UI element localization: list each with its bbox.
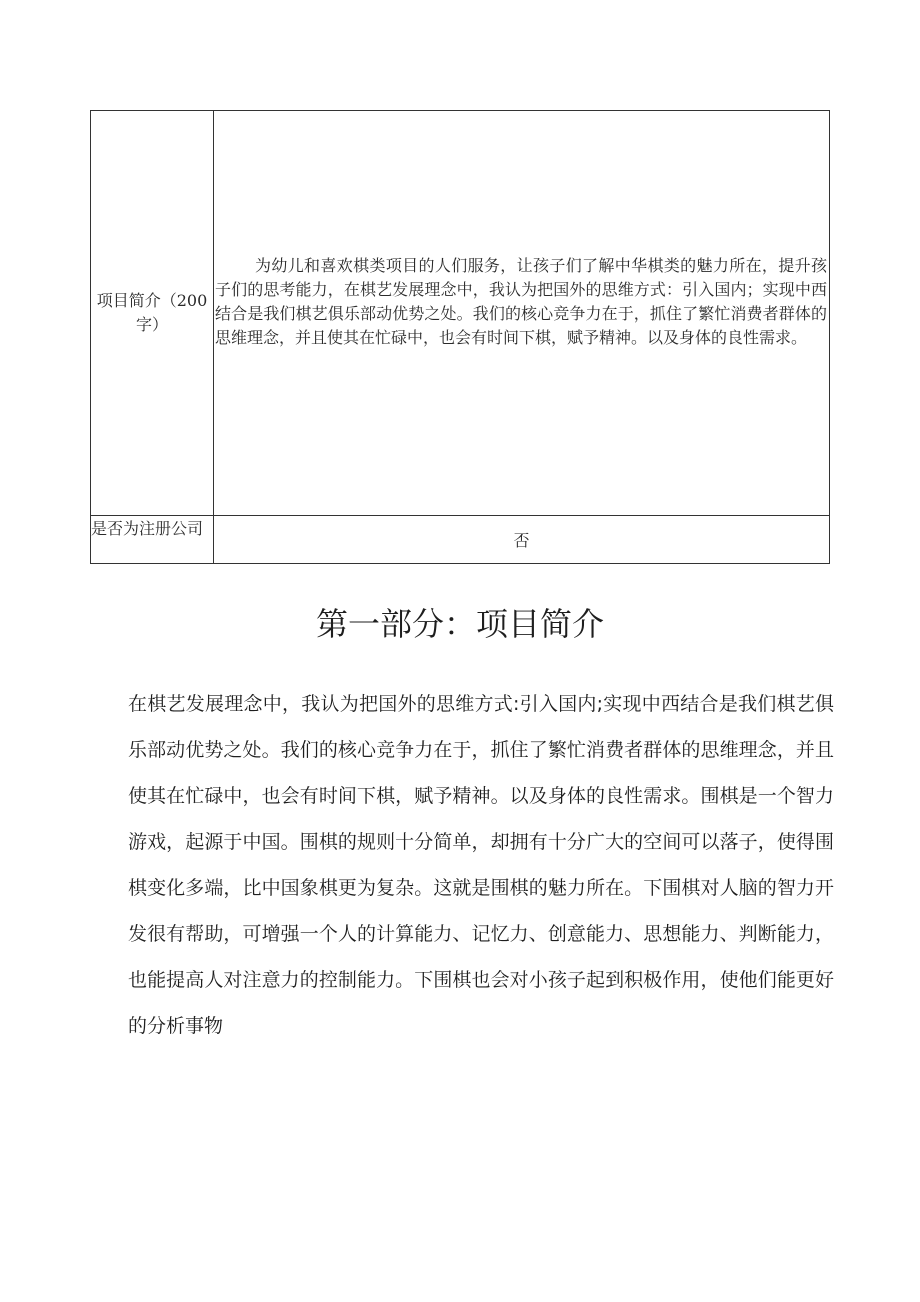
registered-company-row [91, 516, 830, 564]
section-title: 第一部分：项目简介 [315, 605, 604, 643]
section-body-text: 在棋艺发展理念中，我认为把国外的思维方式:引入国内;实现中西结合是我们棋艺俱乐部动优势之处。我们的核心竞争力在于，抓住了繁忙消费者群体的思维理念，并且使其在忙碌中，也会有时间下棋，赋予精神。以及身体的良性需求。围棋是一个智力游戏，起源于中国。围棋的规则十分简单，却拥有十分广大的空间可以落子，使得围棋变化多端，比中国象棋更为复杂。这就是围棋的魅力所在。下围棋对人脑的智力开发很有帮助，可增强一个人的计算能力、记忆力、创意能力、思想能力、判断能力，也能提高人对注意力的控制能力。下围棋也会对小孩子起到积极作用，使他们能更好的分析事物 [128, 693, 834, 1037]
project-intro-text: 为幼儿和喜欢棋类项目的人们服务，让孩子们了解中华棋类的魅力所在，提升孩子们的思考能力，在棋艺发展理念中，我认为把国外的思维方式：引入国内；实现中西结合是我们棋艺俱乐部动优势之处。我们的核心竞争力在于，抓住了繁忙消费者群体的思维理念，并且使其在忙碌中，也会有时间下棋，赋予精神。以及身体的良性需求。 [215, 256, 827, 347]
project-intro-row [91, 111, 830, 516]
registered-company-value: 否 [214, 516, 830, 564]
project-intro-cell [214, 111, 830, 516]
project-intro-label: 项目简介（200字） [91, 111, 214, 516]
registered-company-label: 是否为注册公司 [91, 516, 214, 564]
project-info-table [90, 110, 830, 564]
